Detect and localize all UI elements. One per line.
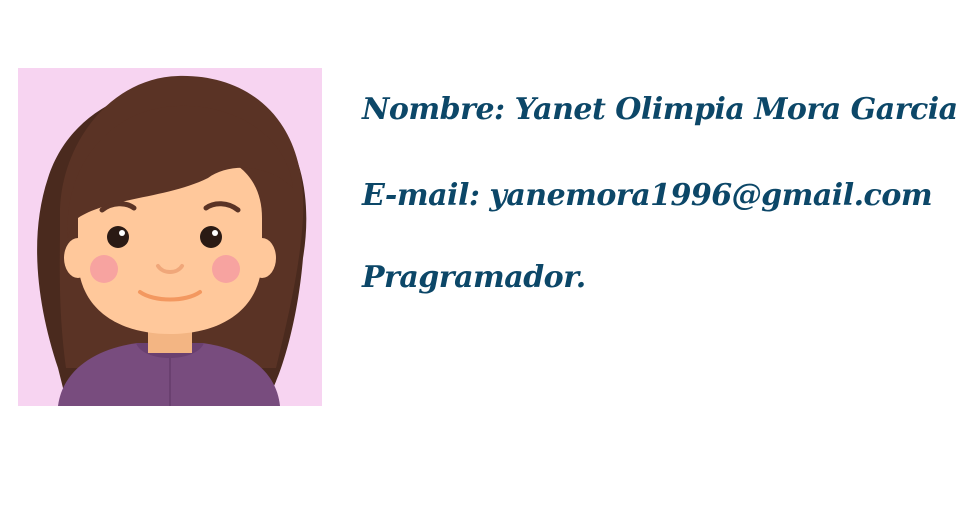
name-label: Nombre:	[362, 92, 505, 127]
email-value: yanemora1996@gmail.com	[489, 178, 933, 213]
email-label: E-mail:	[362, 178, 480, 213]
avatar	[18, 68, 322, 406]
role-value: Pragramador.	[362, 260, 586, 295]
role-line	[362, 256, 586, 300]
girl-avatar-icon	[18, 68, 322, 406]
name-line	[362, 88, 958, 132]
name-value: Yanet Olimpia Mora Garcia	[514, 92, 958, 127]
email-line	[362, 174, 932, 218]
